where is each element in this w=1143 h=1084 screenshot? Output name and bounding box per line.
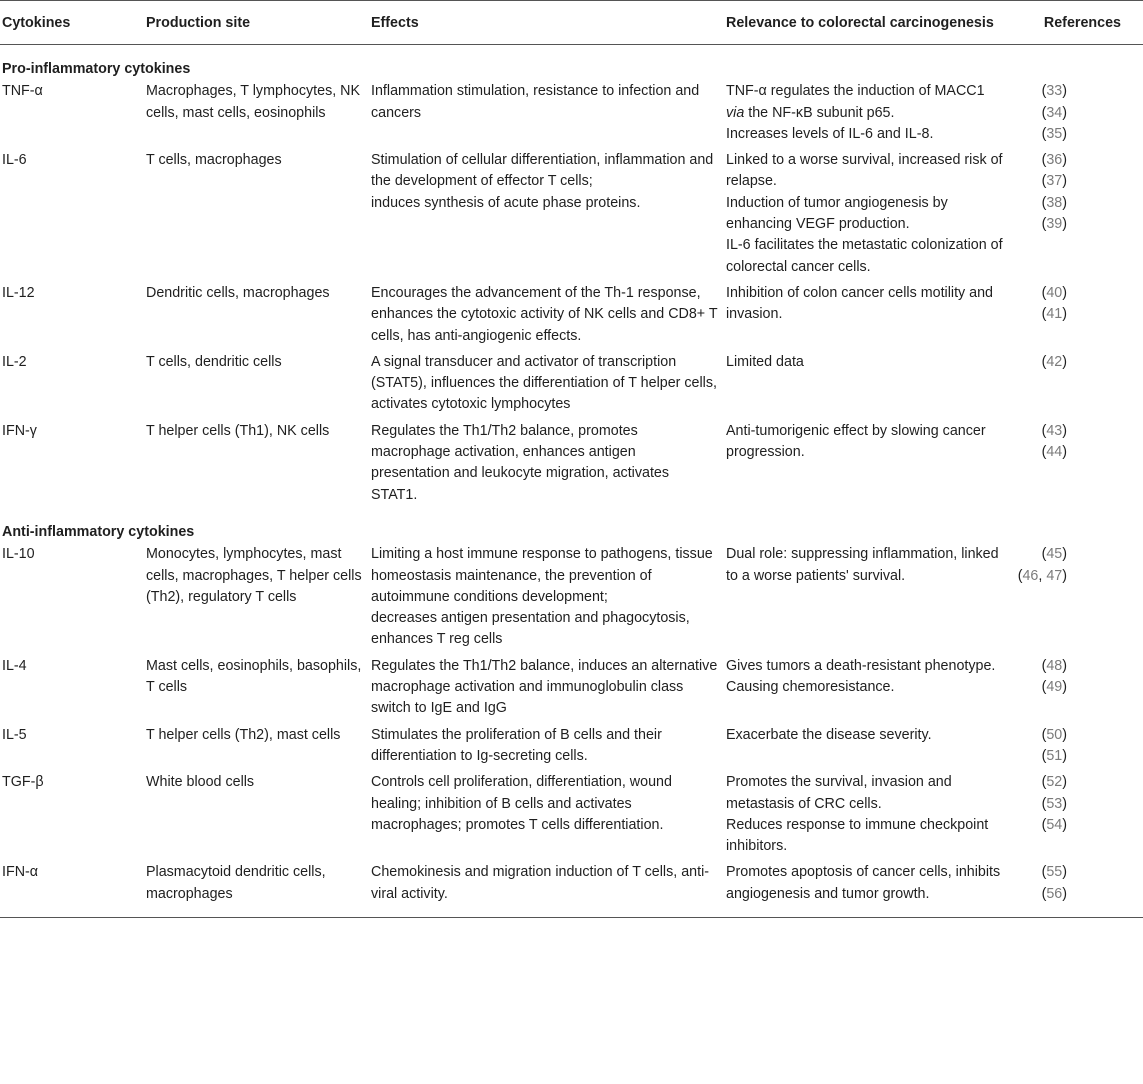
relevance-line: IL-6 facilitates the metastatic colonization of colorectal cancer cells.	[726, 237, 1003, 275]
reference-link[interactable]: 51	[1046, 747, 1063, 764]
relevance-cell	[724, 862, 1009, 917]
paren-open: (	[1041, 444, 1047, 461]
reference-line	[1011, 862, 1067, 883]
relevance-text: TNF-α regulates the induction of MACC1	[726, 83, 985, 100]
reference-link[interactable]: 42	[1046, 353, 1063, 370]
references-cell	[1009, 544, 1143, 655]
cytokine-cell: IL-5	[2, 726, 27, 743]
paren-close: )	[1062, 864, 1067, 881]
paren-open: (	[1041, 679, 1047, 696]
reference-link[interactable]: 49	[1046, 679, 1063, 696]
paren-close: )	[1062, 104, 1067, 121]
relevance-cell	[724, 725, 1009, 773]
relevance-line: Dual role: suppressing inflammation, linked to a worse patients' survival.	[726, 546, 999, 584]
reference-link[interactable]: 38	[1046, 194, 1063, 211]
table-row	[0, 725, 1143, 773]
relevance-text: the NF-κB subunit p65.	[744, 104, 895, 121]
paren-open: (	[1041, 795, 1047, 812]
reference-link[interactable]: 50	[1046, 726, 1063, 743]
relevance-cell	[724, 421, 1009, 511]
header-relevance: Relevance to colorectal carcinogenesis	[724, 1, 1009, 45]
paren-open: (	[1041, 173, 1047, 190]
paren-close: )	[1062, 885, 1067, 902]
cytokine-cell: IL-4	[2, 657, 27, 674]
reference-line	[1011, 124, 1067, 145]
header-production-site: Production site	[144, 1, 369, 45]
paren-close: )	[1062, 726, 1067, 743]
paren-close: )	[1062, 194, 1067, 211]
paren-close: )	[1062, 546, 1067, 563]
separator: ,	[1038, 567, 1047, 584]
effects-cell	[369, 725, 724, 773]
cytokine-cell: IFN-γ	[2, 422, 37, 439]
paren-close: )	[1062, 422, 1067, 439]
reference-link[interactable]: 47	[1046, 567, 1063, 584]
paren-close: )	[1062, 173, 1067, 190]
paren-close: )	[1062, 567, 1067, 584]
cytokine-cell: TGF-β	[2, 774, 44, 791]
reference-line	[1011, 304, 1067, 325]
production-site-cell: T cells, dendritic cells	[146, 353, 282, 370]
reference-link[interactable]: 54	[1046, 816, 1063, 833]
references-cell	[1009, 150, 1143, 283]
paren-open: (	[1041, 774, 1047, 791]
reference-line	[1011, 421, 1067, 442]
production-site-cell: Macrophages, T lymphocytes, NK cells, mast cells, eosinophils	[146, 83, 361, 121]
reference-line	[1011, 725, 1067, 746]
section-row	[0, 511, 1143, 544]
paren-open: (	[1041, 284, 1047, 301]
reference-link[interactable]: 41	[1046, 306, 1063, 323]
paren-open: (	[1041, 194, 1047, 211]
production-site-cell: White blood cells	[146, 774, 255, 791]
paren-open: (	[1041, 864, 1047, 881]
relevance-line: Anti-tumorigenic effect by slowing cancer progression.	[726, 422, 986, 461]
relevance-line: Gives tumors a death-resistant phenotype.	[726, 657, 996, 674]
reference-link[interactable]: 55	[1046, 864, 1063, 881]
effects-line: induces synthesis of acute phase proteins.	[371, 194, 641, 211]
reference-line	[1011, 566, 1067, 587]
reference-link[interactable]: 34	[1046, 104, 1063, 121]
references-cell	[1009, 81, 1143, 150]
references-cell	[1009, 352, 1143, 421]
relevance-cell	[724, 656, 1009, 725]
relevance-cell	[724, 150, 1009, 283]
reference-line	[1011, 677, 1067, 698]
paren-open: (	[1041, 657, 1047, 674]
relevance-cell	[724, 81, 1009, 150]
production-site-cell: Dendritic cells, macrophages	[146, 284, 330, 301]
relevance-emphasis: via	[726, 104, 745, 121]
effects-cell	[369, 421, 724, 511]
effects-line: Stimulation of cellular differentiation, inflammation and the development of effector T cells;	[371, 152, 714, 190]
paren-close: )	[1062, 679, 1067, 696]
paren-close: )	[1062, 306, 1067, 323]
paren-close: )	[1062, 747, 1067, 764]
table-row	[0, 656, 1143, 725]
effects-cell	[369, 656, 724, 725]
reference-line	[1011, 544, 1067, 565]
reference-line	[1011, 193, 1067, 214]
table-row	[0, 150, 1143, 283]
paren-open: (	[1041, 422, 1047, 439]
paren-open: (	[1041, 353, 1047, 370]
relevance-cell	[724, 283, 1009, 352]
header-cytokines: Cytokines	[0, 1, 144, 45]
reference-link[interactable]: 44	[1046, 444, 1063, 461]
table-row	[0, 352, 1143, 421]
relevance-line: Promotes the survival, invasion and metastasis of CRC cells.	[726, 774, 952, 812]
references-cell	[1009, 772, 1143, 862]
effects-cell	[369, 352, 724, 421]
paren-open: (	[1041, 546, 1047, 563]
paren-open: (	[1041, 816, 1047, 833]
table-row	[0, 421, 1143, 511]
reference-link[interactable]: 39	[1046, 216, 1063, 233]
reference-link[interactable]: 56	[1046, 885, 1063, 902]
paren-open: (	[1041, 83, 1047, 100]
reference-line	[1011, 772, 1067, 793]
table-row	[0, 544, 1143, 655]
relevance-line: Induction of tumor angiogenesis by enhancing VEGF production.	[726, 194, 948, 233]
paren-close: )	[1062, 284, 1067, 301]
relevance-line	[726, 124, 1003, 145]
paren-open: (	[1041, 152, 1047, 169]
references-cell	[1009, 656, 1143, 725]
cytokine-cell: IL-6	[2, 152, 27, 169]
production-site-cell: T helper cells (Th2), mast cells	[146, 726, 341, 743]
paren-close: )	[1062, 152, 1067, 169]
reference-line	[1011, 103, 1067, 124]
relevance-line: Causing chemoresistance.	[726, 679, 895, 696]
cytokine-cell: IL-2	[2, 353, 27, 370]
production-site-cell: T helper cells (Th1), NK cells	[146, 422, 330, 439]
effects-cell	[369, 150, 724, 283]
paren-close: )	[1062, 795, 1067, 812]
effects-cell	[369, 862, 724, 917]
cytokine-cell: TNF-α	[2, 83, 43, 100]
relevance-line: Promotes apoptosis of cancer cells, inhibits angiogenesis and tumor growth.	[726, 864, 1001, 902]
reference-line	[1011, 815, 1067, 836]
reference-line	[1011, 884, 1067, 905]
relevance-line: Inhibition of colon cancer cells motility and invasion.	[726, 284, 994, 323]
relevance-line	[726, 81, 1003, 124]
references-cell	[1009, 421, 1143, 511]
reference-link[interactable]: 33	[1046, 83, 1063, 100]
effects-cell	[369, 81, 724, 150]
paren-close: )	[1062, 83, 1067, 100]
reference-line	[1011, 656, 1067, 677]
paren-open: (	[1041, 216, 1047, 233]
effects-line: Limiting a host immune response to pathogens, tissue homeostasis maintenance, the prevention of autoimmune conditions development;	[371, 546, 713, 605]
reference-link[interactable]: 35	[1046, 125, 1063, 142]
section-heading: Anti-inflammatory cytokines	[2, 523, 195, 540]
effects-line: Inflammation stimulation, resistance to infection and cancers	[371, 83, 700, 121]
effects-line: decreases antigen presentation and phagocytosis, enhances T reg cells	[371, 610, 690, 648]
paren-close: )	[1062, 125, 1067, 142]
reference-link[interactable]: 53	[1046, 795, 1063, 812]
effects-line: Encourages the advancement of the Th-1 response, enhances the cytotoxic activity of NK cells and CD8+ T cells, has anti-angiogenic effects.	[371, 284, 718, 344]
effects-cell	[369, 772, 724, 862]
table-row	[0, 81, 1143, 150]
section-heading: Pro-inflammatory cytokines	[2, 61, 191, 77]
references-cell	[1009, 725, 1143, 773]
effects-cell	[369, 544, 724, 655]
paren-open: (	[1041, 885, 1047, 902]
production-site-cell: Monocytes, lymphocytes, mast cells, macrophages, T helper cells (Th2), regulatory T cells	[146, 546, 362, 605]
relevance-line: Exacerbate the disease severity.	[726, 726, 932, 743]
effects-line: Stimulates the proliferation of B cells and their differentiation to Ig-secreting cells.	[371, 726, 662, 764]
production-site-cell: Plasmacytoid dendritic cells, macrophages	[144, 862, 369, 917]
reference-link[interactable]: 36	[1046, 152, 1063, 169]
paren-open: (	[1041, 747, 1047, 764]
reference-link[interactable]: 46	[1022, 567, 1039, 584]
paren-close: )	[1062, 816, 1067, 833]
production-site-cell: T cells, macrophages	[146, 152, 282, 169]
table-row	[0, 862, 1143, 917]
reference-line	[1011, 283, 1067, 304]
effects-line: Chemokinesis and migration induction of T cells, anti-viral activity.	[371, 864, 710, 902]
relevance-cell	[724, 544, 1009, 655]
reference-line	[1011, 81, 1067, 102]
paren-close: )	[1062, 216, 1067, 233]
reference-link[interactable]: 45	[1046, 546, 1063, 563]
table-row	[0, 283, 1143, 352]
relevance-cell	[724, 772, 1009, 862]
cytokine-cell: IFN-α	[0, 862, 144, 917]
section-row	[0, 45, 1143, 82]
paren-close: )	[1062, 353, 1067, 370]
reference-link[interactable]: 40	[1046, 284, 1063, 301]
header-effects: Effects	[369, 1, 724, 45]
effects-cell	[369, 283, 724, 352]
effects-line: A signal transducer and activator of transcription (STAT5), influences the differentiation of T helper cells, activates cytotoxic lymphocytes	[371, 353, 717, 413]
reference-line	[1011, 352, 1067, 373]
relevance-text: Increases levels of IL-6 and IL-8.	[726, 125, 934, 142]
table-row	[0, 772, 1143, 862]
table-body	[0, 45, 1143, 918]
paren-open: (	[1041, 104, 1047, 121]
paren-open: (	[1041, 726, 1047, 743]
reference-line	[1011, 214, 1067, 235]
reference-link[interactable]: 48	[1046, 657, 1063, 674]
reference-line	[1011, 746, 1067, 767]
reference-line	[1011, 794, 1067, 815]
cytokine-cell: IL-12	[2, 284, 35, 301]
paren-close: )	[1062, 774, 1067, 791]
relevance-line: Linked to a worse survival, increased risk of relapse.	[726, 152, 1003, 190]
reference-line	[1011, 150, 1067, 171]
references-cell	[1009, 283, 1143, 352]
relevance-line: Limited data	[726, 353, 804, 370]
reference-line	[1011, 442, 1067, 463]
cytokine-cell: IL-10	[2, 546, 35, 563]
header-references: References	[1009, 1, 1143, 45]
references-cell	[1009, 862, 1143, 917]
paren-open: (	[1041, 125, 1047, 142]
relevance-line: Reduces response to immune checkpoint inhibitors.	[726, 816, 989, 855]
paren-open: (	[1017, 567, 1023, 584]
relevance-cell	[724, 352, 1009, 421]
reference-link[interactable]: 52	[1046, 774, 1063, 791]
reference-link[interactable]: 43	[1046, 422, 1063, 439]
production-site-cell: Mast cells, eosinophils, basophils, T cells	[146, 657, 362, 696]
reference-link[interactable]: 37	[1046, 173, 1063, 190]
paren-open: (	[1041, 306, 1047, 323]
paren-close: )	[1062, 444, 1067, 461]
paren-close: )	[1062, 657, 1067, 674]
effects-line: Regulates the Th1/Th2 balance, induces an alternative macrophage activation and immunoglobulin class switch to IgE and IgG	[371, 657, 718, 717]
effects-line: Controls cell proliferation, differentiation, wound healing; inhibition of B cells and activates macrophages; promotes T cells differentiation.	[371, 774, 672, 833]
table-header	[0, 1, 1143, 45]
effects-line: Regulates the Th1/Th2 balance, promotes macrophage activation, enhances antigen presentation and leukocyte migration, activates STAT1.	[371, 422, 670, 503]
reference-line	[1011, 171, 1067, 192]
